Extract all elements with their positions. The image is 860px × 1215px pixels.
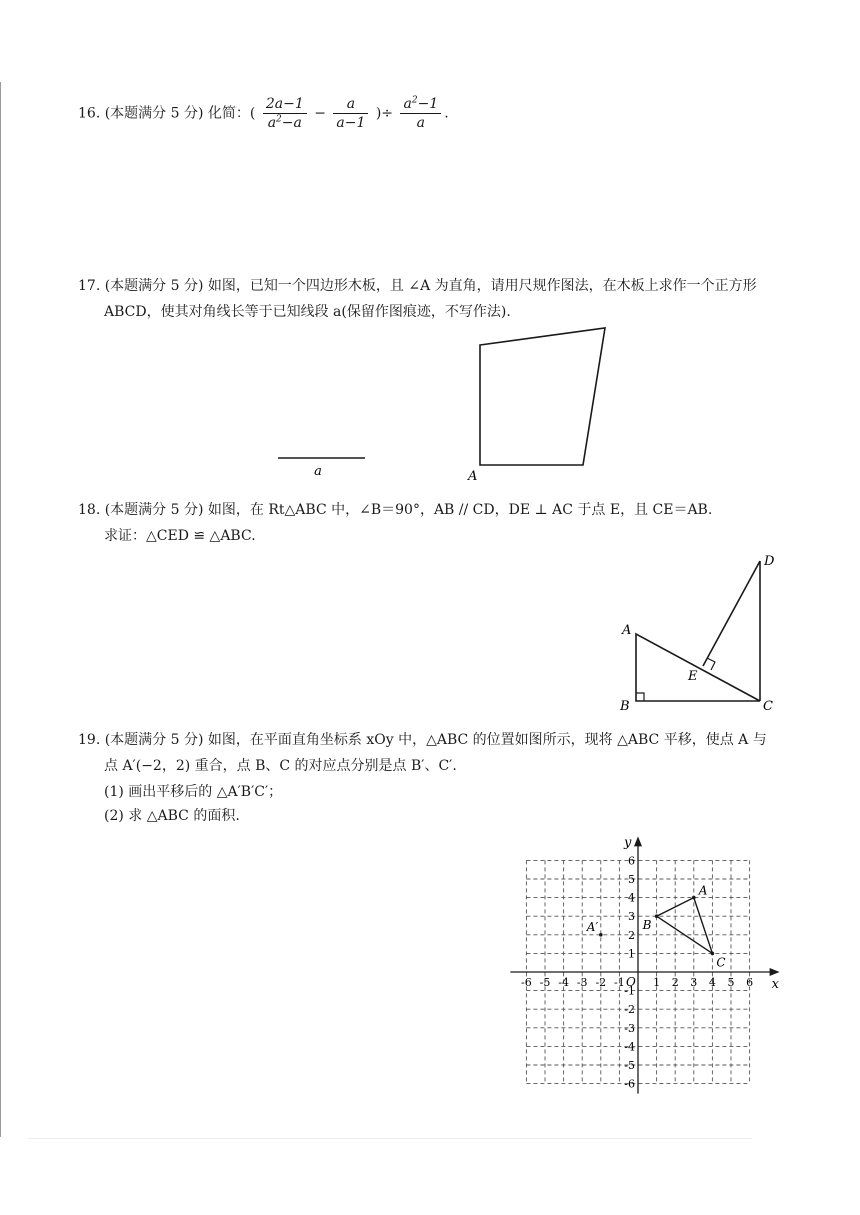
page-footer-rule (28, 1138, 752, 1139)
y-tick-label: 3 (628, 910, 635, 924)
q17-text-1: 如图，已知一个四边形木板，且 ∠A 为直角，请用尺规作图法，在木板上求作一个正方形 (207, 278, 757, 294)
y-tick-label: -6 (624, 1077, 635, 1091)
y-tick-label: -2 (624, 1003, 635, 1017)
q16-frac1-numerator: 2a−1 (263, 96, 307, 114)
q18-score: (本题满分 5 分) (104, 502, 204, 518)
q17-figure (270, 320, 630, 485)
q16-minus: − (314, 105, 326, 122)
x-axis-label: x (771, 977, 779, 992)
q18-text-1: 如图，在 Rt△ABC 中，∠B＝90°，AB // CD，DE ⊥ AC 于点 E，且 CE＝AB. (207, 502, 713, 518)
x-tick-label: -5 (539, 976, 551, 989)
point-a-prime (599, 933, 603, 937)
q18-number: 18. (78, 502, 101, 518)
vertex-a-label: A (468, 469, 478, 484)
q16-frac1-den-base: a (267, 115, 277, 131)
q16-lead: 化简： (207, 105, 250, 122)
x-tick-label: -1 (614, 976, 625, 989)
point-label: A′ (586, 919, 599, 934)
y-tick-label: 4 (628, 891, 635, 905)
q17-number: 17. (78, 278, 101, 294)
point-label: B (642, 918, 652, 933)
x-tick-label: 5 (727, 976, 735, 989)
point-label: A (698, 883, 708, 898)
segment-de (703, 561, 760, 666)
q16-frac2-denominator: a−1 (336, 115, 366, 131)
y-axis-arrow (634, 836, 642, 846)
x-tick-label: 2 (671, 976, 679, 989)
quadrilateral-board (480, 328, 605, 465)
label-e: E (688, 669, 698, 684)
x-tick-label: 6 (746, 976, 754, 989)
q16-frac3-num-exp: 2 (411, 95, 418, 106)
y-tick-label: -1 (624, 984, 635, 998)
x-axis-arrow (770, 968, 780, 976)
y-tick-label: 5 (628, 873, 635, 886)
point-a (692, 896, 696, 900)
x-tick-label: 1 (653, 976, 661, 989)
q16-close-divide: )÷ (375, 105, 394, 122)
right-angle-mark-e (707, 658, 715, 670)
point-label: C (716, 955, 726, 970)
question-17-line-1 (78, 276, 757, 296)
x-tick-label: -4 (558, 976, 569, 989)
q16-frac1-den-tail: −a (281, 115, 302, 131)
segment-a-label: a (314, 464, 322, 479)
y-tick-label: 6 (628, 854, 635, 868)
q16-fraction-1 (263, 96, 307, 131)
point-b (655, 914, 659, 918)
question-19-part-2: (2) 求 △ABC 的面积. (104, 808, 240, 824)
q16-frac3-num-tail: −1 (417, 96, 439, 112)
x-tick-label: 4 (708, 976, 716, 989)
q16-fraction-3 (400, 96, 441, 131)
label-d: D (764, 554, 775, 569)
question-18-line-1 (78, 500, 712, 520)
q16-frac3-num-base: a (403, 96, 412, 112)
point-layer (586, 884, 726, 970)
question-19-line-1 (78, 730, 767, 750)
y-axis-label: y (624, 835, 632, 851)
q19-score: (本题满分 5 分) (104, 732, 204, 748)
question-18-line-2: 求证：△CED ≌ △ABC. (104, 528, 256, 544)
x-tick-label: 3 (690, 976, 698, 989)
q16-frac1-den-exp: 2 (276, 114, 282, 125)
q16-number: 16. (78, 105, 101, 122)
label-a: A (622, 623, 632, 638)
q16-frac1-denominator (263, 114, 307, 131)
y-tick-label: 1 (628, 947, 635, 961)
label-b: B (620, 699, 630, 714)
y-tick-label: 2 (628, 928, 635, 942)
x-tick-label: -6 (521, 976, 532, 989)
q19-number: 19. (78, 732, 101, 748)
q16-frac3-denominator: a (416, 115, 426, 131)
q16-end: . (444, 105, 449, 122)
q16-score: (本题满分 5 分) (104, 105, 204, 122)
y-tick-label: -3 (624, 1021, 635, 1035)
y-tick-label: -4 (624, 1040, 635, 1054)
q16-frac2-numerator: a (333, 96, 368, 114)
triangle-abc (657, 898, 713, 954)
right-angle-mark-b (636, 693, 644, 701)
q19-text-1: 如图，在平面直角坐标系 xOy 中，△ABC 的位置如图所示，现将 △ABC 平移，使点 A 与 (207, 732, 767, 748)
x-tick-label: -2 (595, 976, 607, 989)
axes (510, 835, 779, 1093)
q16-open-paren: ( (249, 105, 256, 122)
question-17-line-2: ABCD，使其对角线长等于已知线段 a(保留作图痕迹，不写作法). (104, 304, 511, 320)
q16-fraction-2 (333, 96, 368, 131)
label-c: C (763, 699, 773, 714)
point-c (711, 952, 715, 956)
x-tick-label: -3 (576, 976, 588, 989)
coordinate-plane (500, 826, 790, 1098)
triangle-layer (657, 898, 713, 954)
q18-figure (610, 545, 785, 720)
y-tick-label: -5 (624, 1059, 635, 1072)
question-19-part-1: (1) 画出平移后的 △A′B′C′； (104, 784, 283, 800)
question-19-line-2: 点 A′(−2，2) 重合，点 B、C 的对应点分别是点 B′、C′. (104, 758, 457, 774)
question-16 (78, 96, 449, 131)
origin-label: O (626, 975, 636, 989)
q17-score: (本题满分 5 分) (104, 278, 204, 294)
page-margin-rule (0, 82, 1, 1137)
triangle-abc (636, 634, 760, 701)
q16-frac3-numerator (400, 96, 441, 114)
